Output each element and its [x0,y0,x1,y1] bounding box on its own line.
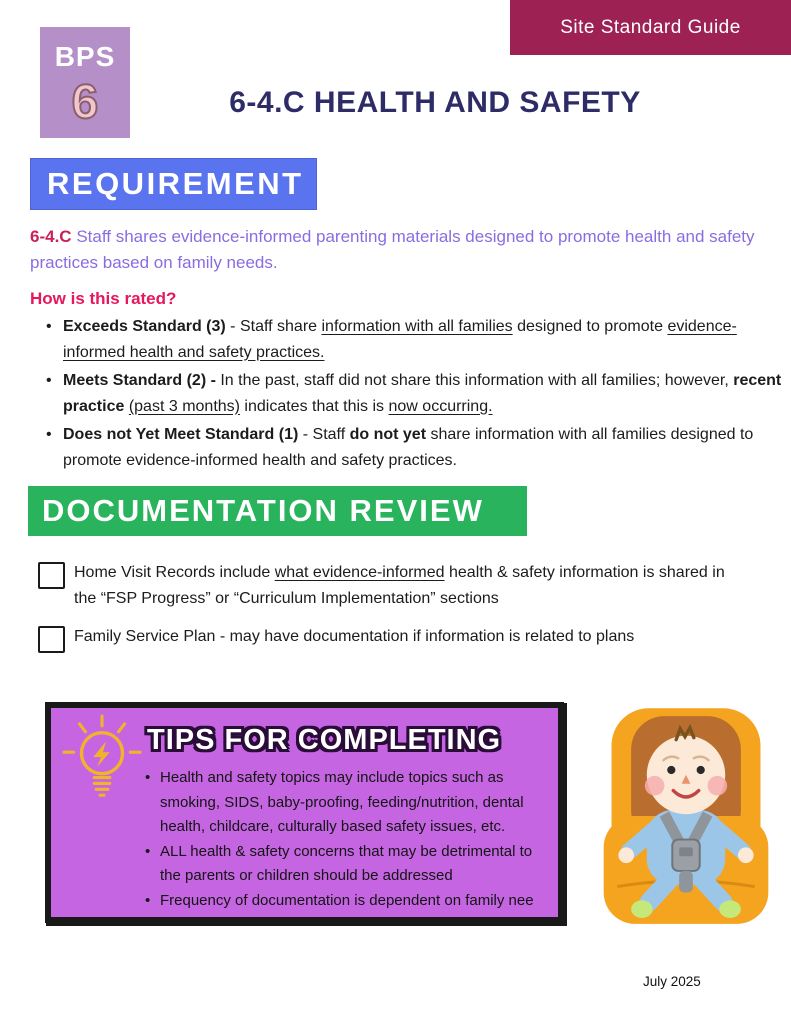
rating-item-does-not-meet: • Does not Yet Meet Standard (1) - Staff do not yet share information with all families designed to promote evidence-informed health and safety practices. [44,422,784,473]
tips-list [143,766,555,913]
banner-label: Site Standard Guide [560,16,741,38]
checkbox[interactable] [38,626,65,653]
checkbox[interactable] [38,562,65,589]
doc-review-item-family-service-plan [38,624,739,653]
tips-box [45,702,564,923]
doc-review-item-text: Family Service Plan - may have documentation if information is related to plans [74,628,635,645]
badge-org-label: BPS [54,41,116,72]
footer-date: July 2025 [643,974,701,989]
documentation-review-section-header: DOCUMENTATION REVIEW [28,486,527,536]
doc-review-item-text: Home Visit Records include what evidence-informed health & safety information is shared in the “FSP Progress” or “Curriculum Implementation” sections [74,564,725,607]
requirement-section-header: REQUIREMENT [30,158,317,210]
baby-in-carseat-illustration [588,700,784,936]
ratings-list [44,314,784,476]
tips-item: • Health and safety topics may include topics such as smoking, SIDS, baby-proofing, feeding/nutrition, dental health, childcare, culturally based safety issues, etc. [143,766,555,840]
badge-number: 6 [71,76,99,129]
requirement-code: 6-4.C [30,227,72,246]
doc-review-item-home-visit [38,560,739,612]
tips-section-header: TIPS FOR COMPLETING [147,724,502,756]
lightbulb-icon [61,712,143,808]
page-title: 6-4.C HEALTH AND SAFETY [229,86,641,119]
rating-question: How is this rated? [30,289,177,308]
requirement-description [30,224,765,276]
rating-item-meets: • Meets Standard (2) - In the past, staff did not share this information with all families; however, recent practice (past 3 months) indicates that this is now occurring. [44,368,784,419]
site-standard-banner [510,0,791,55]
tips-item: • Frequency of documentation is dependent on family nee [143,889,555,914]
requirement-description-text: Staff shares evidence-informed parenting materials designed to promote health and safety practices based on family needs. [30,227,755,272]
rating-item-exceeds: • Exceeds Standard (3) - Staff share information with all families designed to promote evidence-informed health and safety practices. [44,314,784,365]
bps-badge [40,27,130,138]
tips-item: • ALL health & safety concerns that may be detrimental to the parents or children should be addressed [143,840,555,889]
